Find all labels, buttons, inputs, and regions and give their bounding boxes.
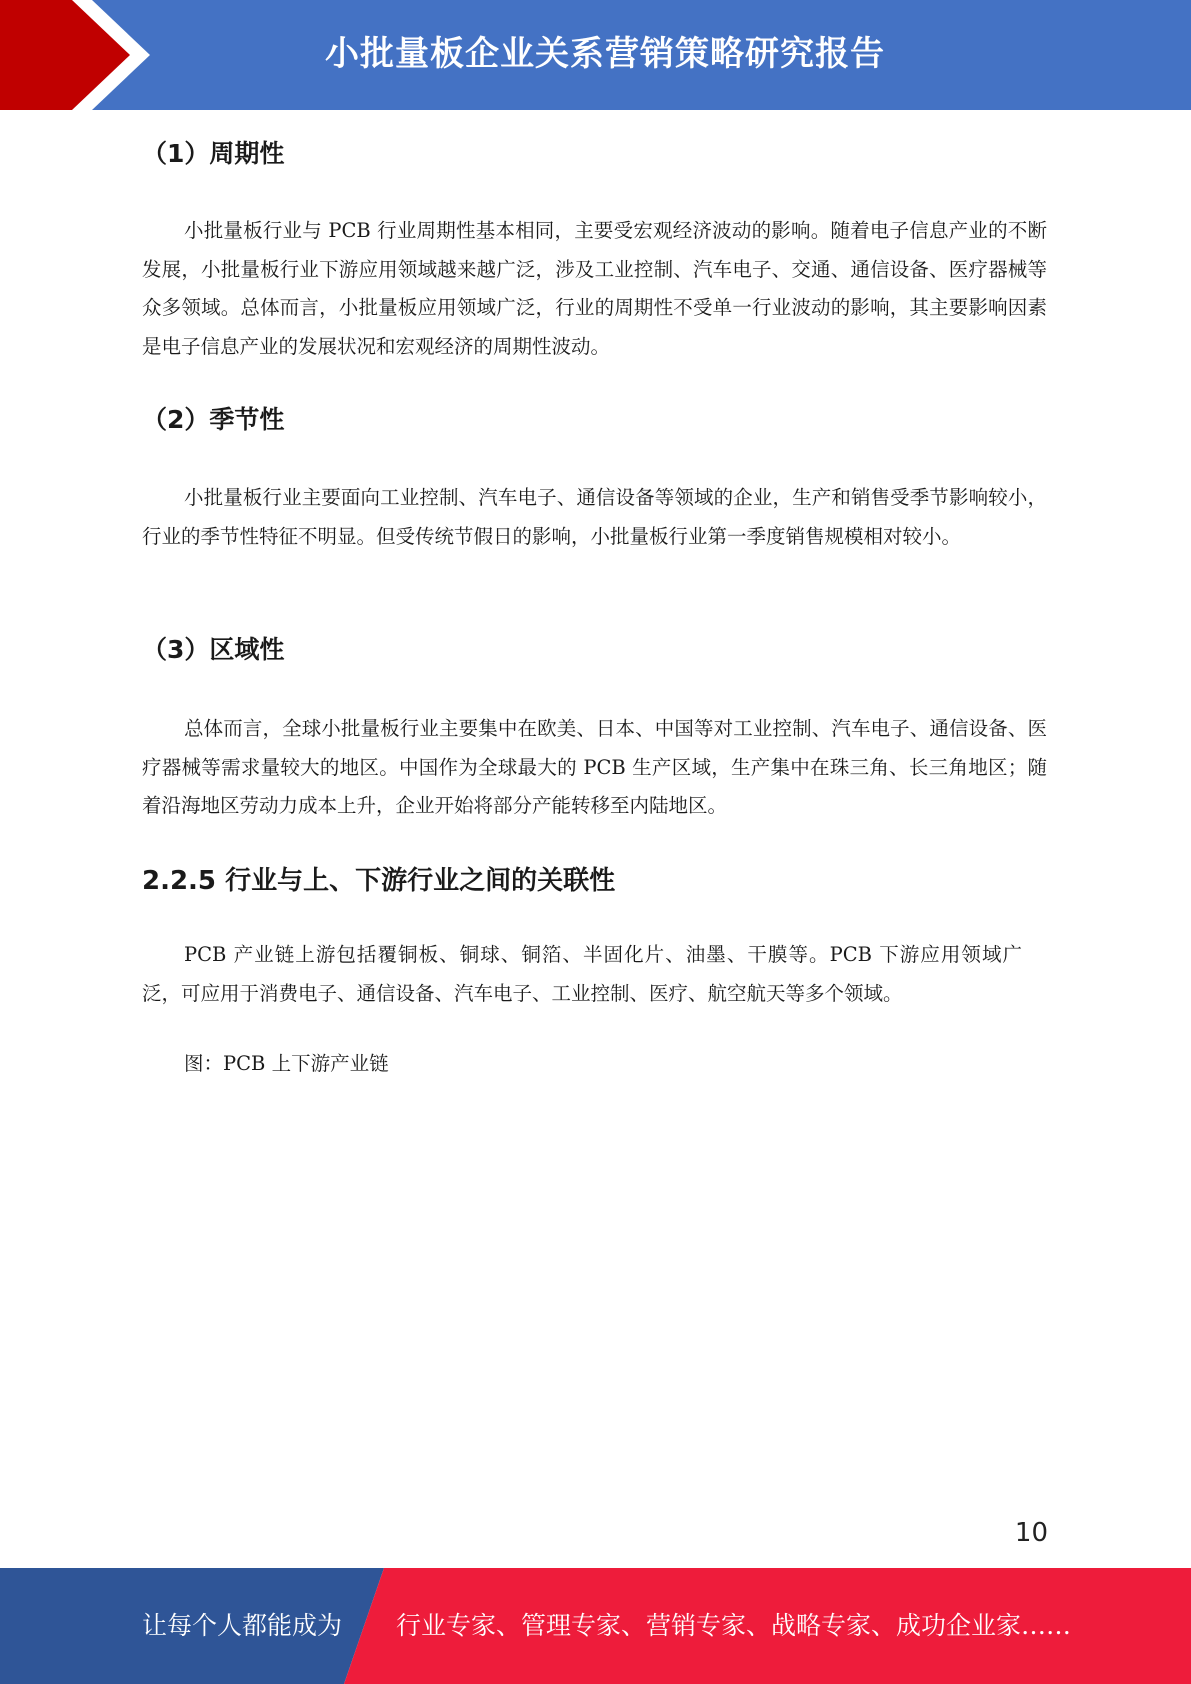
report-title: 小批量板企业关系营销策略研究报告 (325, 34, 885, 74)
header-bar (0, 0, 1191, 110)
section-body-relation: PCB 产业链上游包括覆铜板、铜球、铜箔、半固化片、油墨、干膜等。PCB 下游应用领域广泛，可应用于消费电子、通信设备、汽车电子、工业控制、医疗、航空航天等多个领域。 (142, 943, 1022, 1005)
section-heading-regional: （3）区域性 (142, 635, 285, 664)
footer-slogan-left: 让每个人都能成为 (142, 1611, 343, 1640)
figure-caption: 图：PCB 上下游产业链 (184, 1052, 389, 1075)
header-arrow-decoration (0, 0, 150, 110)
page-number: 10 (1014, 1518, 1048, 1548)
section-body-seasonal: 小批量板行业主要面向工业控制、汽车电子、通信设备等领域的企业，生产和销售受季节影响较小，行业的季节性特征不明显。但受传统节假日的影响，小批量板行业第一季度销售规模相对较小。 (142, 486, 1047, 548)
section-heading-relation: 2.2.5 行业与上、下游行业之间的关联性 (142, 866, 616, 896)
footer-slogan-right: 行业专家、管理专家、营销专家、战略专家、成功企业家…… (396, 1611, 1072, 1640)
section-body-cyclical: 小批量板行业与 PCB 行业周期性基本相同，主要受宏观经济波动的影响。随着电子信息产业的不断发展，小批量板行业下游应用领域越来越广泛，涉及工业控制、汽车电子、交通、通信设备、医疗器械等众多领域。总体而言，小批量板应用领域广泛，行业的周期性不受单一行业波动的影响，其主要影响因素是电子信息产业的发展状况和宏观经济的周期性波动。 (142, 219, 1047, 358)
section-heading-seasonal: （2）季节性 (142, 405, 285, 434)
footer-bar (0, 1568, 1191, 1684)
section-heading-cyclical: （1）周期性 (142, 139, 285, 168)
section-body-regional: 总体而言，全球小批量板行业主要集中在欧美、日本、中国等对工业控制、汽车电子、通信设备、医疗器械等需求量较大的地区。中国作为全球最大的 PCB 生产区域，生产集中在珠三角、长三角地区；随着沿海地区劳动力成本上升，企业开始将部分产能转移至内陆地区。 (142, 717, 1047, 817)
